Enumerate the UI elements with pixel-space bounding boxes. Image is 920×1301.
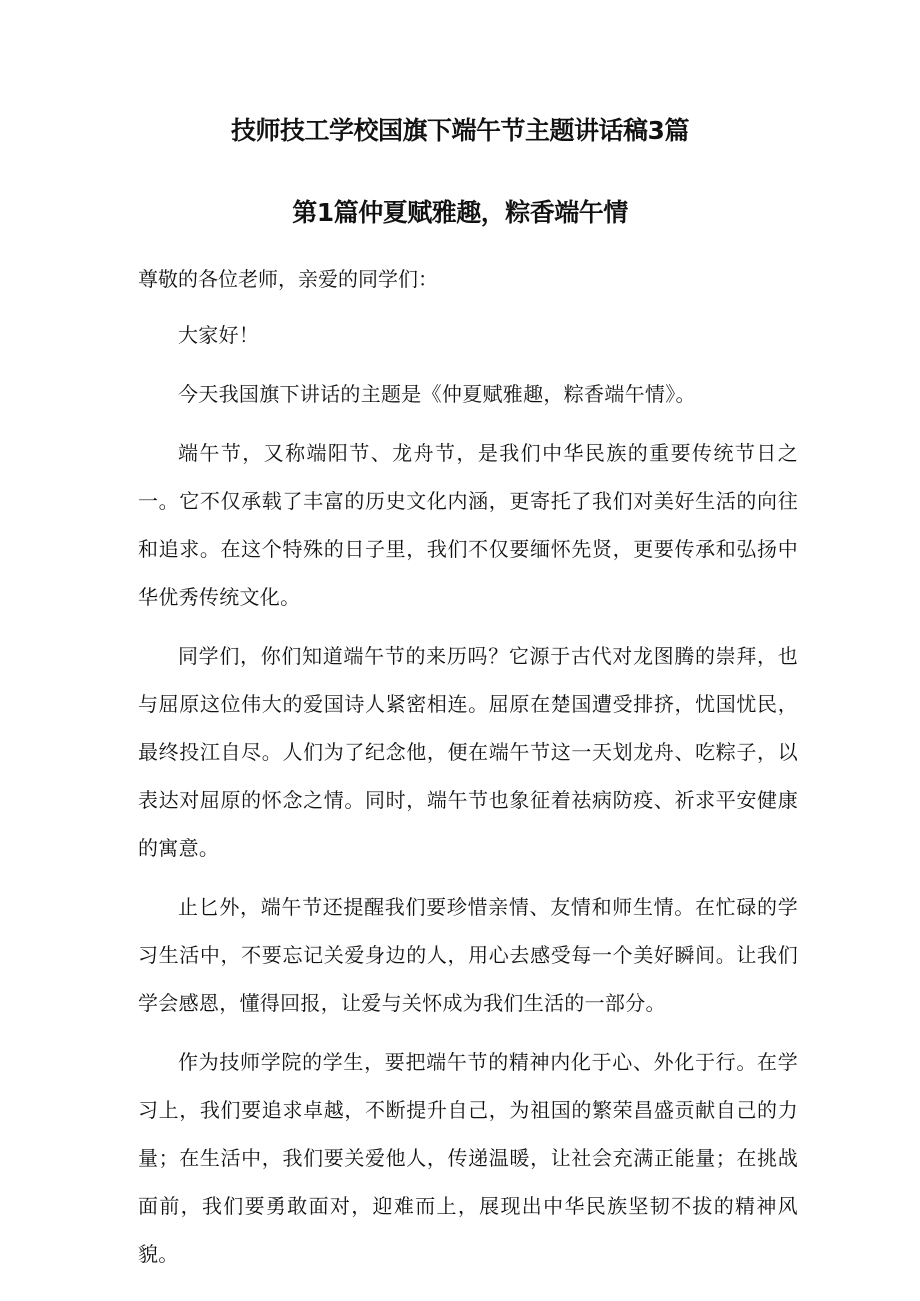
paragraph-greeting: 大家好！ — [178, 323, 260, 347]
paragraph-topic: 今天我国旗下讲话的主题是《仲夏赋雅趣，粽香端午情》。 — [178, 382, 696, 406]
section-title: 第1篇仲夏赋雅趣，粽香端午情 — [292, 198, 628, 227]
document-title: 技师技工学校国旗下端午节主题讲话稿3篇 — [231, 116, 689, 145]
paragraph-call-to-action: 作为技师学院的学生，要把端午节的精神内化于心、外化于行。在学习上，我们要追求卓越，不断提升自己，为祖国的繁荣昌盛贡献自己的力量；在生活中，我们要关爱他人，传递温暖，让社会充满正能量；在挑战面前，我们要勇敢面对，迎难而上，展现出中华民族坚韧不拔的精神风貌。 — [138, 1050, 798, 1266]
salutation: 尊敬的各位老师，亲爱的同学们： — [138, 267, 438, 291]
paragraph-origin: 同学们，你们知道端午节的来历吗？它源于古代对龙图腾的崇拜，也与屈原这位伟大的爱国诗人紧密相连。屈原在楚国遭受排挤，忧国忧民，最终投江自尽。人们为了纪念他，便在端午节这一天划龙舟、吃粽子，以表达对屈原的怀念之情。同时，端午节也象征着祛病防疫、祈求平安健康的寓意。 — [138, 644, 798, 860]
paragraph-introduction: 端午节，又称端阳节、龙舟节，是我们中华民族的重要传统节日之一。它不仅承载了丰富的历史文化内涵，更寄托了我们对美好生活的向往和追求。在这个特殊的日子里，我们不仅要缅怀先贤，更要传承和弘扬中华优秀传统文化。 — [138, 441, 798, 609]
paragraph-affection: 止匕外，端午节还提醒我们要珍惜亲情、友情和师生情。在忙碌的学习生活中，不要忘记关爱身边的人，用心去感受每一个美好瞬间。让我们学会感恩，懂得回报，让爱与关怀成为我们生活的一部分。 — [138, 895, 798, 1015]
document-body — [138, 261, 798, 1278]
